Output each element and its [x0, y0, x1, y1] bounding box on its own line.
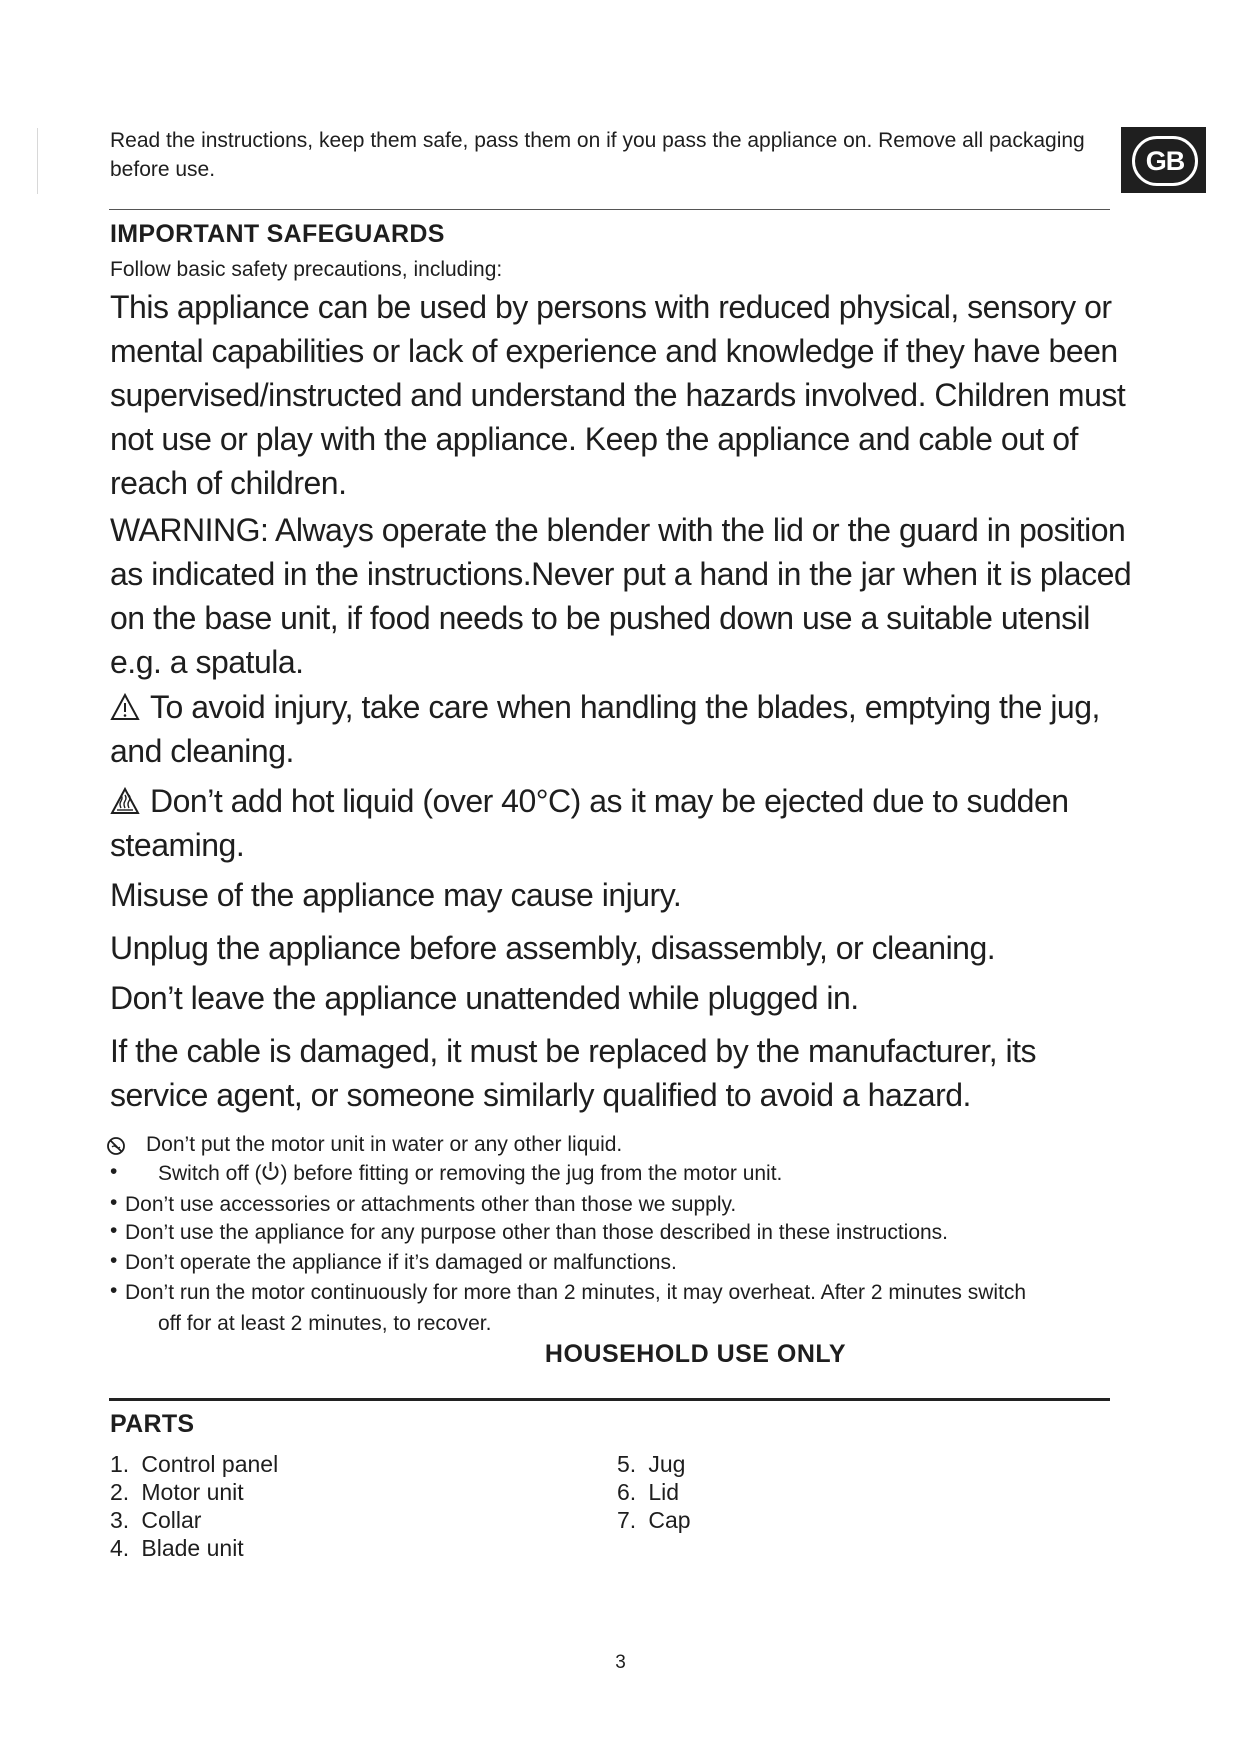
- safeguard-hot-liquid-text: Don’t add hot liquid (over 40°C) as it may be ejected due to sudden steaming.: [110, 783, 1069, 863]
- safeguard-hot-liquid: [110, 779, 1135, 867]
- safeguard-warning: WARNING: Always operate the blender with the lid or the guard in position as indicated in the instructions.Never put a hand in the jar when it is placed on the base unit, if food needs to be pushed down use a suitable utensil e.g. a spatula.: [110, 512, 1132, 680]
- hot-surface-warning-icon: [110, 787, 140, 815]
- safeguard-cable: If the cable is damaged, it must be replaced by the manufacturer, its service agent, or someone similarly qualified to avoid a hazard.: [110, 1033, 1037, 1113]
- safeguard-supervision: This appliance can be used by persons with reduced physical, sensory or mental capabilities or lack of experience and knowledge if they have been supervised/instructed and understand the hazards involved. Children must not use or play with the appliance. Keep the appliance and cable out of reach of children.: [110, 289, 1126, 501]
- no-water-icon: [106, 1136, 126, 1156]
- bullet-icon: •: [110, 1249, 118, 1272]
- safeguard-unplug: Unplug the appliance before assembly, disassembly, or cleaning.: [110, 930, 996, 966]
- bullet-icon: •: [110, 1219, 118, 1242]
- safeguards-subtitle: Follow basic safety precautions, including:: [110, 258, 503, 281]
- safeguard-switch-off: [158, 1159, 782, 1189]
- safeguard-blades: [110, 685, 1135, 773]
- safeguard-accessories: Don’t use accessories or attachments other than those we supply.: [125, 1193, 737, 1216]
- bullet-icon: •: [110, 1279, 118, 1302]
- list-item: 1. Control panel: [110, 1451, 279, 1477]
- list-item: 3. Collar: [110, 1507, 202, 1533]
- page-number: 3: [615, 1652, 626, 1673]
- list-item: 2. Motor unit: [110, 1479, 244, 1505]
- switch-off-text-end: ) before fitting or removing the jug from the motor unit.: [280, 1162, 783, 1185]
- switch-off-text-start: Switch off (: [158, 1162, 262, 1185]
- safeguards-title: IMPORTANT SAFEGUARDS: [110, 220, 445, 248]
- margin-mark: [37, 128, 38, 194]
- bullet-icon: •: [110, 1191, 118, 1214]
- household-use-only: HOUSEHOLD USE ONLY: [544, 1340, 847, 1368]
- divider-parts: [109, 1398, 1110, 1401]
- bullet-icon: •: [110, 1160, 118, 1183]
- language-badge: [1121, 127, 1206, 193]
- intro-text: Read the instructions, keep them safe, pass them on if you pass the appliance on. Remove all packaging before use.: [110, 129, 1085, 181]
- safeguard-purpose: Don’t use the appliance for any purpose other than those described in these instructions.: [125, 1221, 949, 1244]
- parts-title: PARTS: [110, 1410, 195, 1438]
- list-item: 7. Cap: [617, 1507, 691, 1533]
- safeguard-blades-text: To avoid injury, take care when handling the blades, emptying the jug, and cleaning.: [110, 689, 1100, 769]
- divider-top: [109, 209, 1110, 210]
- safeguard-damaged: Don’t operate the appliance if it’s damaged or malfunctions.: [125, 1251, 677, 1274]
- language-badge-label: GB: [1132, 136, 1198, 186]
- parts-list-right: [617, 1450, 691, 1534]
- safeguard-misuse: Misuse of the appliance may cause injury.: [110, 877, 682, 913]
- list-item: 6. Lid: [617, 1479, 680, 1505]
- power-icon: [261, 1161, 280, 1182]
- list-item: 5. Jug: [617, 1451, 686, 1477]
- safeguard-motor-time-cont: off for at least 2 minutes, to recover.: [158, 1312, 492, 1335]
- safeguard-motor-time: Don’t run the motor continuously for more than 2 minutes, it may overheat. After 2 minutes switch: [125, 1281, 1027, 1304]
- parts-list-left: [110, 1450, 278, 1562]
- safeguard-water: Don’t put the motor unit in water or any other liquid.: [146, 1133, 623, 1156]
- list-item: 4. Blade unit: [110, 1535, 244, 1561]
- warning-triangle-icon: [110, 693, 140, 721]
- safeguard-unattended: Don’t leave the appliance unattended while plugged in.: [110, 980, 859, 1016]
